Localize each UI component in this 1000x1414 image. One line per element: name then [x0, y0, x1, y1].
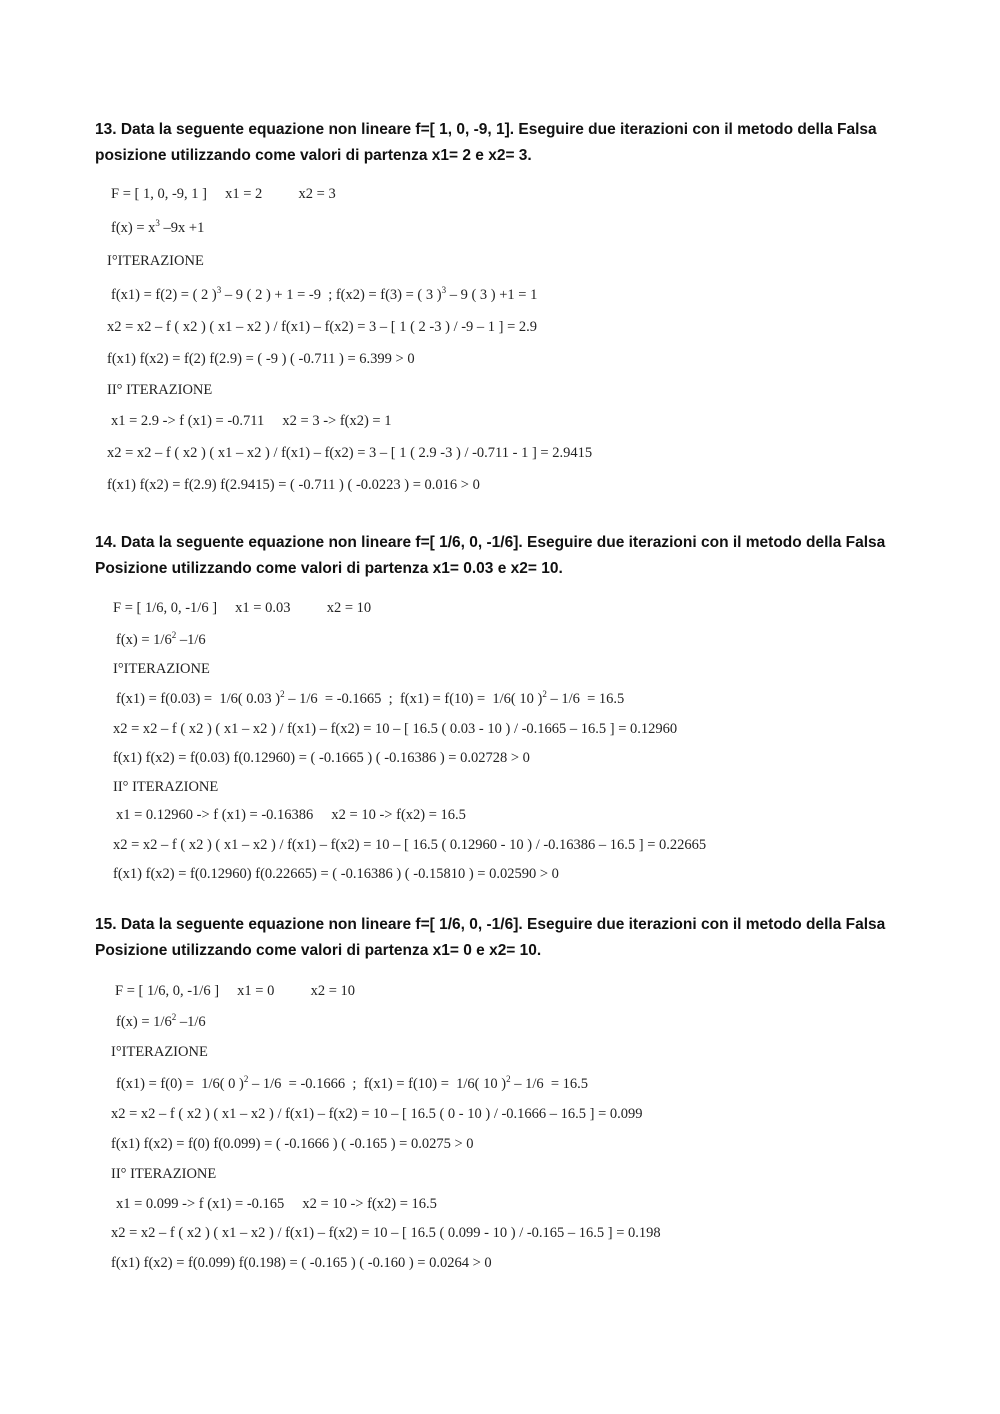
- ex14-line-8: x1 = 0.12960 -> f (x1) = -0.16386 x2 = 10 -> f(x2) = 16.5: [116, 807, 466, 823]
- ex14-line-2: $f(x) = 1/6^2$ –1/6: [116, 630, 206, 648]
- ex15-line-1: F = [ 1/6, 0, -1/6 ] x1 = 0 x2 = 10: [115, 983, 356, 999]
- ex14-line-6: f(x1) f(x2) = f(0.03) f(0.12960) = ( -0.1665 ) ( -0.16386 ) = 0.02728 > 0: [113, 750, 530, 766]
- ex15-line-6: f(x1) f(x2) = f(0) f(0.099) = ( -0.1666 ) ( -0.165 ) = 0.0275 > 0: [111, 1136, 474, 1152]
- ex13-line-6: f(x1) f(x2) = f(2) f(2.9) = ( -9 ) ( -0.711 ) = 6.399 > 0: [107, 351, 415, 367]
- ex15-line-4: f(x1) = f(0) = 1/6( 0 )$^2$ – 1/6 = -0.1666 ; f(x1) = f(10) = 1/6( 10 )$^2$ – 1/6 = 16.5: [116, 1074, 589, 1092]
- ex13-line-7: II° ITERAZIONE: [107, 382, 213, 398]
- ex13-line-5: x2 = x2 – f ( x2 ) ( x1 – x2 ) / f(x1) – f(x2) = 3 – [ 1 ( 2 -3 ) / -9 – 1 ] = 2.9: [107, 319, 538, 335]
- ex13-line-3: I°ITERAZIONE: [107, 253, 204, 269]
- ex15-line-8: x1 = 0.099 -> f (x1) = -0.165 x2 = 10 -> f(x2) = 16.5: [116, 1196, 437, 1212]
- ex13-line-2: $f(x) = x^3$ –9x +1: [111, 218, 205, 236]
- ex13-line-1: F = [ 1, 0, -9, 1 ] x1 = 2 x2 = 3: [111, 186, 336, 202]
- ex14-line-4: f(x1) = f(0.03) = 1/6( 0.03 )$^2$ – 1/6 = -0.1665 ; f(x1) = f(10) = 1/6( 10 )$^2$ – 1/6 = 16.5: [116, 689, 625, 707]
- ex14-line-9: x2 = x2 – f ( x2 ) ( x1 – x2 ) / f(x1) – f(x2) = 10 – [ 16.5 ( 0.12960 - 10 ) / -0.16386 – 16.5 ] = 0.22665: [113, 837, 707, 853]
- ex14-line-5: x2 = x2 – f ( x2 ) ( x1 – x2 ) / f(x1) – f(x2) = 10 – [ 16.5 ( 0.03 - 10 ) / -0.1665 – 16.5 ] = 0.12960: [113, 721, 678, 737]
- ex15-line-7: II° ITERAZIONE: [111, 1166, 217, 1182]
- ex14-line-7: II° ITERAZIONE: [113, 779, 219, 795]
- ex15-line-3: I°ITERAZIONE: [111, 1044, 208, 1060]
- ex15-line-10: f(x1) f(x2) = f(0.099) f(0.198) = ( -0.165 ) ( -0.160 ) = 0.0264 > 0: [111, 1255, 492, 1271]
- ex15-line-5: x2 = x2 – f ( x2 ) ( x1 – x2 ) / f(x1) – f(x2) = 10 – [ 16.5 ( 0 - 10 ) / -0.1666 – 16.5 ] = 0.099: [111, 1106, 643, 1122]
- ex13-line-9: x2 = x2 – f ( x2 ) ( x1 – x2 ) / f(x1) – f(x2) = 3 – [ 1 ( 2.9 -3 ) / -0.711 - 1 ] = 2.9415: [107, 445, 593, 461]
- ex13-line-8: x1 = 2.9 -> f (x1) = -0.711 x2 = 3 -> f(x2) = 1: [111, 413, 392, 429]
- ex13-line-10: f(x1) f(x2) = f(2.9) f(2.9415) = ( -0.711 ) ( -0.0223 ) = 0.016 > 0: [107, 477, 480, 493]
- exercise-13-title: 13. Data la seguente equazione non lineare f=[ 1, 0, -9, 1]. Eseguire due iterazioni con il metodo della Falsa posizione utilizzando come valori di partenza x1= 2 e x2= 3.: [95, 121, 877, 164]
- ex13-line-4: f(x1) = f(2) = ( 2 )$^3$ – 9 ( 2 ) + 1 = -9 ; f(x2) = f(3) = ( 3 )$^3$ – 9 ( 3 ) +1 = 1: [111, 285, 538, 303]
- exercise-14-title: 14. Data la seguente equazione non lineare f=[ 1/6, 0, -1/6]. Eseguire due iterazioni con il metodo della Falsa Posizione utilizzando come valori di partenza x1= 0.03 e x2= 10.: [95, 534, 886, 577]
- ex15-line-2: $f(x) = 1/6^2$ –1/6: [116, 1012, 206, 1030]
- ex14-line-10: f(x1) f(x2) = f(0.12960) f(0.22665) = ( -0.16386 ) ( -0.15810 ) = 0.02590 > 0: [113, 866, 559, 882]
- ex15-line-9: x2 = x2 – f ( x2 ) ( x1 – x2 ) / f(x1) – f(x2) = 10 – [ 16.5 ( 0.099 - 10 ) / -0.165 – 16.5 ] = 0.198: [111, 1225, 661, 1241]
- exercise-15-title: 15. Data la seguente equazione non lineare f=[ 1/6, 0, -1/6]. Eseguire due iterazioni con il metodo della Falsa Posizione utilizzando come valori di partenza x1= 0 e x2= 10.: [95, 916, 886, 959]
- ex14-line-1: F = [ 1/6, 0, -1/6 ] x1 = 0.03 x2 = 10: [113, 600, 372, 616]
- ex14-line-3: I°ITERAZIONE: [113, 661, 210, 677]
